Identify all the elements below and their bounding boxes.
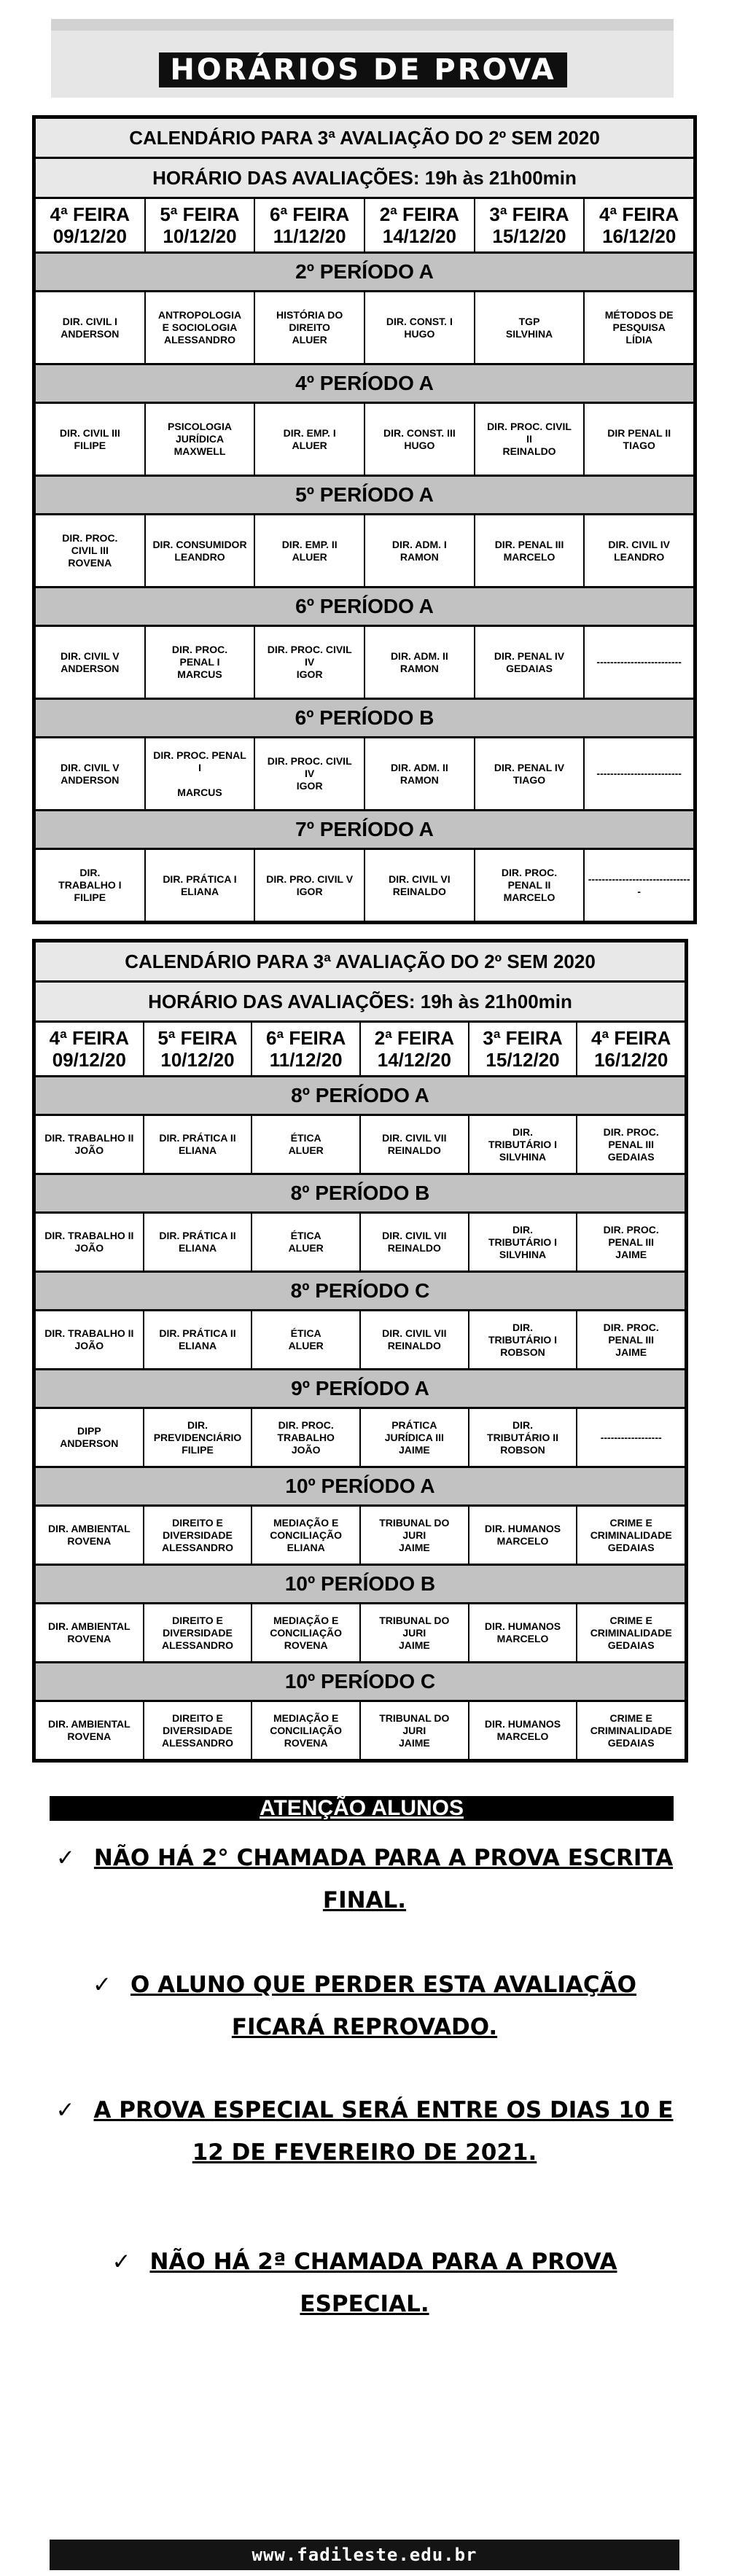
check-icon: ✓ xyxy=(92,1972,112,1998)
footer-website-link[interactable]: www.fadileste.edu.br xyxy=(50,2540,679,2570)
exam-cell: DIR. TRIBUTÁRIO II ROBSON xyxy=(469,1409,578,1466)
exam-cell: DIR. PENAL III MARCELO xyxy=(475,515,585,586)
day-column-header xyxy=(361,1023,469,1075)
notice-text: A PROVA ESPECIAL SERÁ ENTRE OS DIAS 10 E 12 DE FEVEREIRO DE 2021. xyxy=(93,2097,674,2166)
exam-cell: ------------------ xyxy=(600,1431,662,1443)
exam-cell: DIR. PROC. CIVIL IV IGOR xyxy=(255,627,365,698)
calendar-title: CALENDÁRIO PARA 3ª AVALIAÇÃO DO 2º SEM 2020 xyxy=(36,119,693,159)
exam-cell: DIR. CIVIL IV LEANDRO xyxy=(608,538,670,563)
exam-cell: DIR. CONST. I HUGO xyxy=(365,292,475,363)
exam-cell: DIPP ANDERSON xyxy=(36,1409,144,1466)
period-list xyxy=(36,1077,685,1759)
period-heading: 9º PERÍODO A xyxy=(36,1370,685,1409)
exam-cell: DIR. PROC. CIVIL III ROVENA xyxy=(36,515,146,586)
exam-cell: ------------------------- xyxy=(596,768,682,779)
check-icon: ✓ xyxy=(55,2097,75,2123)
attention-heading: ATENÇÃO ALUNOS xyxy=(50,1796,674,1821)
exam-cell: DIR. CIVIL V ANDERSON xyxy=(36,627,146,698)
day-date: 11/12/20 xyxy=(273,225,346,247)
day-weekday: 2ª FEIRA xyxy=(379,203,459,225)
day-column-header xyxy=(36,1023,144,1075)
day-weekday: 6ª FEIRA xyxy=(266,1027,346,1049)
notice-text: NÃO HÁ 2ª CHAMADA PARA A PROVA ESPECIAL. xyxy=(149,2249,617,2317)
day-date: 09/12/20 xyxy=(52,225,127,247)
exam-cell: DIR. PROC. PENAL III GEDAIAS xyxy=(603,1125,659,1163)
day-column-header xyxy=(577,1023,685,1075)
exam-cell: DIR. AMBIENTAL ROVENA xyxy=(36,1507,144,1564)
day-date: 14/12/20 xyxy=(377,1049,451,1071)
exam-cell: DIREITO E DIVERSIDADE ALESSANDRO xyxy=(144,1507,253,1564)
period-heading: 10º PERÍODO B xyxy=(36,1566,685,1604)
exam-cell: DIR. ADM. I RAMON xyxy=(365,515,475,586)
exam-cell: PSICOLOGIA JURÍDICA MAXWELL xyxy=(146,404,256,475)
period-schedule-row xyxy=(36,1702,685,1759)
period-heading: 7º PERÍODO A xyxy=(36,811,693,850)
period-heading: 10º PERÍODO C xyxy=(36,1663,685,1702)
exam-cell: TGP SILVHINA xyxy=(475,292,585,363)
period-schedule-row xyxy=(36,292,693,365)
day-column-header xyxy=(365,199,475,251)
notice-text: O ALUNO QUE PERDER ESTA AVALIAÇÃO FICARÁ REPROVADO. xyxy=(130,1972,637,2040)
period-schedule-row xyxy=(36,738,693,811)
exam-cell: DIR. CONST. III HUGO xyxy=(365,404,475,475)
exam-cell: DIR. CIVIL I ANDERSON xyxy=(36,292,146,363)
calendar-title: CALENDÁRIO PARA 3ª AVALIAÇÃO DO 2º SEM 2020 xyxy=(36,942,685,983)
exam-cell: DIR. PRÁTICA II ELIANA xyxy=(144,1311,253,1368)
period-heading: 8º PERÍODO B xyxy=(36,1175,685,1214)
exam-cell: DIR. AMBIENTAL ROVENA xyxy=(36,1604,144,1661)
exam-cell: DIR. CIVIL VII REINALDO xyxy=(361,1311,469,1368)
day-weekday: 2ª FEIRA xyxy=(374,1027,454,1049)
exam-cell: ------------------------- xyxy=(596,656,682,668)
period-heading: 6º PERÍODO B xyxy=(36,700,693,738)
period-schedule-row xyxy=(36,1604,685,1663)
check-icon: ✓ xyxy=(112,2249,131,2275)
day-column-header xyxy=(252,1023,361,1075)
page-title: HORÁRIOS DE PROVA xyxy=(159,52,567,87)
period-schedule-row xyxy=(36,515,693,588)
exam-cell: CRIME E CRIMINALIDADE GEDAIAS xyxy=(590,1614,672,1651)
day-column-header xyxy=(146,199,256,251)
day-weekday: 4ª FEIRA xyxy=(599,203,679,225)
day-weekday: 4ª FEIRA xyxy=(591,1027,671,1049)
exam-cell: DIR. PROC. PENAL I MARCUS xyxy=(146,627,256,698)
exam-cell: DIR. TRABALHO II JOÃO xyxy=(36,1311,144,1368)
day-column-header xyxy=(144,1023,253,1075)
exam-cell: TRIBUNAL DO JURI JAIME xyxy=(361,1702,469,1759)
check-icon: ✓ xyxy=(55,1845,75,1871)
day-date: 09/12/20 xyxy=(52,1049,126,1071)
exam-cell: DIR. HUMANOS MARCELO xyxy=(469,1702,578,1759)
exam-cell: DIR. PRÁTICA II ELIANA xyxy=(144,1116,253,1173)
period-schedule-row xyxy=(36,850,693,921)
day-column-header xyxy=(36,199,146,251)
period-list xyxy=(36,254,693,921)
exam-cell: DIR. CIVIL VII REINALDO xyxy=(361,1214,469,1271)
exam-cell: DIR. EMP. II ALUER xyxy=(255,515,365,586)
exam-cell: MÉTODOS DE PESQUISA LÍDIA xyxy=(604,309,674,346)
day-weekday: 6ª FEIRA xyxy=(270,203,350,225)
exam-cell: CRIME E CRIMINALIDADE GEDAIAS xyxy=(590,1516,672,1553)
exam-calendar-2 xyxy=(32,939,688,1763)
period-schedule-row xyxy=(36,1214,685,1273)
exam-cell: DIR. EMP. I ALUER xyxy=(255,404,365,475)
exam-cell: DIR. TRIBUTÁRIO I SILVHINA xyxy=(469,1116,578,1173)
exam-cell: DIR. TRABALHO II JOÃO xyxy=(36,1116,144,1173)
header-stripe xyxy=(51,19,674,31)
exam-cell: TRIBUNAL DO JURI JAIME xyxy=(361,1507,469,1564)
day-date: 10/12/20 xyxy=(160,1049,235,1071)
exam-cell: ÉTICA ALUER xyxy=(252,1311,361,1368)
exam-cell: TRIBUNAL DO JURI JAIME xyxy=(361,1604,469,1661)
exam-cell: DIR. TRIBUTÁRIO I ROBSON xyxy=(469,1311,578,1368)
exam-cell: DIR. TRABALHO II JOÃO xyxy=(36,1214,144,1271)
exam-cell: DIR. PROC. CIVIL II REINALDO xyxy=(475,404,585,475)
exam-cell: DIR. PRO. CIVIL V IGOR xyxy=(255,850,365,921)
period-heading: 5º PERÍODO A xyxy=(36,477,693,515)
exam-cell: MEDIAÇÃO E CONCILIAÇÃO ROVENA xyxy=(252,1702,361,1759)
notice-item xyxy=(109,2241,620,2325)
exam-cell: MEDIAÇÃO E CONCILIAÇÃO ROVENA xyxy=(252,1604,361,1661)
exam-cell: ÉTICA ALUER xyxy=(252,1116,361,1173)
exam-cell: DIR. PROC. CIVIL IV IGOR xyxy=(255,738,365,809)
exam-cell: DIR. PRÁTICA I ELIANA xyxy=(146,850,256,921)
exam-cell: DIR. PREVIDENCIÁRIO FILIPE xyxy=(144,1409,253,1466)
period-schedule-row xyxy=(36,1116,685,1175)
exam-calendar-1 xyxy=(32,115,697,924)
period-schedule-row xyxy=(36,627,693,700)
period-schedule-row xyxy=(36,404,693,477)
exam-cell: DIR. PROC. PENAL III JAIME xyxy=(603,1321,659,1358)
day-date: 16/12/20 xyxy=(602,225,677,247)
exam-cell: DIR. HUMANOS MARCELO xyxy=(469,1604,578,1661)
period-heading: 6º PERÍODO A xyxy=(36,588,693,627)
exam-cell: DIR. ADM. II RAMON xyxy=(365,738,475,809)
exam-cell: DIR PENAL II TIAGO xyxy=(607,426,671,451)
exam-cell: HISTÓRIA DO DIREITO ALUER xyxy=(255,292,365,363)
exam-cell: PRÁTICA JURÍDICA III JAIME xyxy=(361,1409,469,1466)
day-weekday: 5ª FEIRA xyxy=(160,203,240,225)
notice-item xyxy=(44,1964,685,2048)
exam-cell: CRIME E CRIMINALIDADE GEDAIAS xyxy=(590,1712,672,1749)
exam-cell: DIREITO E DIVERSIDADE ALESSANDRO xyxy=(144,1702,253,1759)
exam-cell: DIR. PROC. PENAL I MARCUS xyxy=(146,738,256,809)
period-heading: 8º PERÍODO A xyxy=(36,1077,685,1116)
notice-item xyxy=(44,1837,685,1921)
exam-cell: DIR. TRIBUTÁRIO I SILVHINA xyxy=(469,1214,578,1271)
calendar-hours: HORÁRIO DAS AVALIAÇÕES: 19h às 21h00min xyxy=(36,983,685,1023)
period-heading: 10º PERÍODO A xyxy=(36,1468,685,1507)
period-heading: 8º PERÍODO C xyxy=(36,1273,685,1311)
exam-cell: DIR. PENAL IV TIAGO xyxy=(475,738,585,809)
exam-cell: DIR. CIVIL VII REINALDO xyxy=(361,1116,469,1173)
calendar-hours: HORÁRIO DAS AVALIAÇÕES: 19h às 21h00min xyxy=(36,159,693,199)
exam-cell: DIR. ADM. II RAMON xyxy=(365,627,475,698)
period-heading: 4º PERÍODO A xyxy=(36,365,693,404)
notice-text: NÃO HÁ 2° CHAMADA PARA A PROVA ESCRITA FINAL. xyxy=(93,1845,674,1913)
period-schedule-row xyxy=(36,1311,685,1370)
exam-cell: DIR. PENAL IV GEDAIAS xyxy=(475,627,585,698)
day-weekday: 3ª FEIRA xyxy=(489,203,569,225)
exam-cell: DIR. CIVIL III FILIPE xyxy=(36,404,146,475)
day-column-header xyxy=(475,199,585,251)
period-heading: 2º PERÍODO A xyxy=(36,254,693,292)
period-schedule-row xyxy=(36,1507,685,1566)
exam-cell: DIR. HUMANOS MARCELO xyxy=(469,1507,578,1564)
day-date: 10/12/20 xyxy=(163,225,237,247)
day-date: 11/12/20 xyxy=(269,1049,343,1071)
notice-item xyxy=(44,2089,685,2174)
exam-cell: ------------------------------- xyxy=(588,873,690,897)
day-date: 15/12/20 xyxy=(486,1049,560,1071)
period-schedule-row xyxy=(36,1409,685,1468)
exam-cell: ANTROPOLOGIA E SOCIOLOGIA ALESSANDRO xyxy=(146,292,256,363)
day-weekday: 4ª FEIRA xyxy=(50,203,130,225)
days-header xyxy=(36,1023,685,1077)
exam-cell: ÉTICA ALUER xyxy=(252,1214,361,1271)
exam-cell: DIR. PROC. PENAL III JAIME xyxy=(603,1223,659,1260)
exam-cell: DIR. AMBIENTAL ROVENA xyxy=(36,1702,144,1759)
exam-cell: MEDIAÇÃO E CONCILIAÇÃO ELIANA xyxy=(252,1507,361,1564)
exam-cell: DIR. PROC. PENAL II MARCELO xyxy=(475,850,585,921)
day-weekday: 4ª FEIRA xyxy=(49,1027,129,1049)
exam-cell: DIREITO E DIVERSIDADE ALESSANDRO xyxy=(144,1604,253,1661)
day-weekday: 3ª FEIRA xyxy=(483,1027,563,1049)
day-date: 14/12/20 xyxy=(382,225,456,247)
day-weekday: 5ª FEIRA xyxy=(157,1027,238,1049)
exam-cell: DIR. CONSUMIDOR LEANDRO xyxy=(146,515,256,586)
exam-cell: DIR. PROC. TRABALHO JOÃO xyxy=(252,1409,361,1466)
day-column-header xyxy=(255,199,365,251)
day-column-header xyxy=(469,1023,578,1075)
day-date: 16/12/20 xyxy=(594,1049,668,1071)
exam-cell: DIR. CIVIL V ANDERSON xyxy=(36,738,146,809)
day-date: 15/12/20 xyxy=(492,225,566,247)
day-column-header xyxy=(585,199,693,251)
exam-cell: DIR. TRABALHO I FILIPE xyxy=(36,850,146,921)
exam-cell: DIR. CIVIL VI REINALDO xyxy=(365,850,475,921)
exam-cell: DIR. PRÁTICA II ELIANA xyxy=(144,1214,253,1271)
days-header xyxy=(36,199,693,254)
